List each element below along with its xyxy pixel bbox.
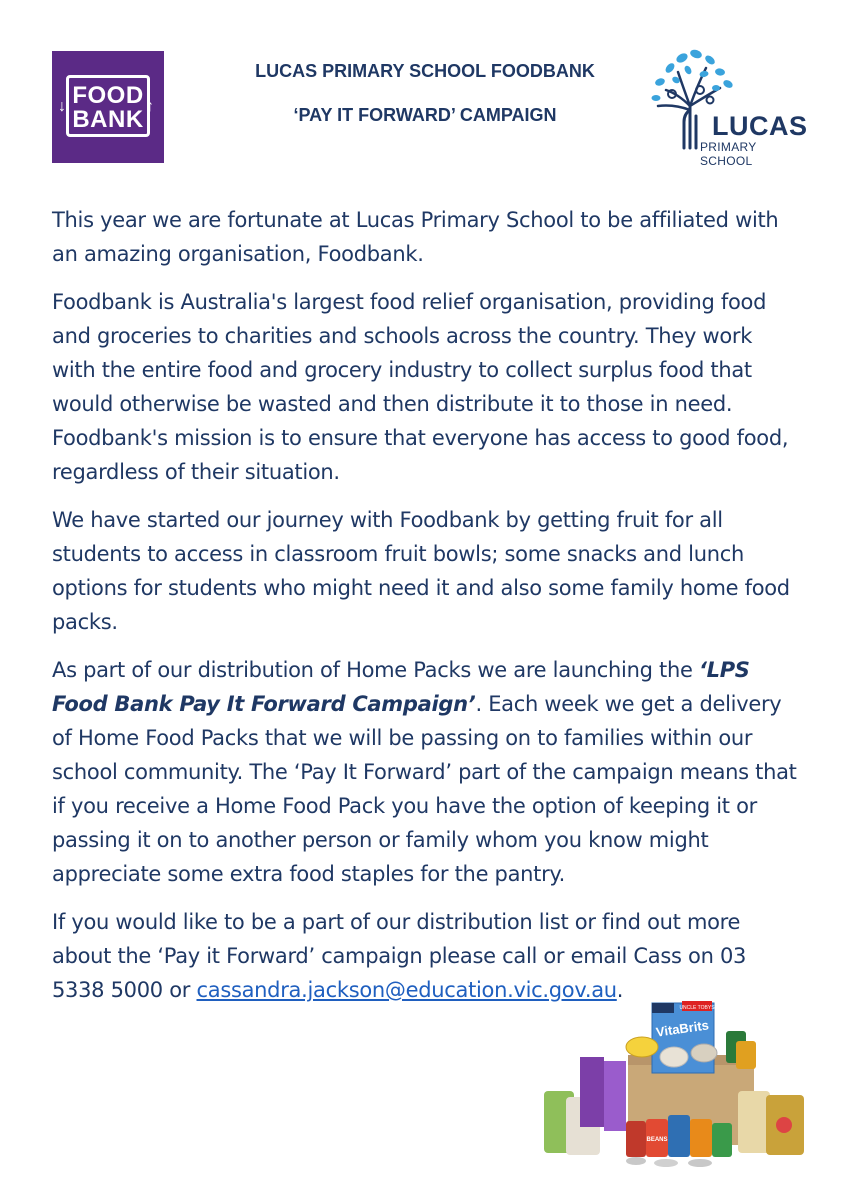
paragraph-intro: This year we are fortunate at Lucas Primary School to be affiliated with an amazing organisation, Foodbank. bbox=[52, 208, 779, 266]
arrow-up-icon: ↑ bbox=[146, 98, 154, 115]
foodbank-logo bbox=[52, 51, 164, 163]
logo-word-bank: BANK bbox=[72, 106, 144, 133]
contact-text-end: . bbox=[616, 978, 624, 1002]
can-label: BEANS bbox=[646, 1137, 668, 1143]
page-subtitle: ‘PAY IT FORWARD’ CAMPAIGN bbox=[293, 105, 557, 125]
food-pack-illustration bbox=[540, 995, 810, 1170]
arrow-down-icon: ↓ bbox=[58, 98, 66, 115]
contact-text: If you would like to be a part of our distribution list or find out more about the ‘Pay it Forward’ campaign please call or email Cass on 03 5338 5000 or bbox=[52, 910, 747, 1002]
paragraph-about-foodbank: Foodbank is Australia's largest food relief organisation, providing food and groceries to charities and schools across the country. They work with the entire food and grocery industry to collect surplus food that would otherwise be wasted and then distribute it to those in need. Foodbank's mission is to ensure that everyone has access to good food, regardless of their situation. bbox=[52, 290, 789, 484]
school-subtitle: PRIMARY SCHOOL bbox=[700, 140, 757, 168]
school-name: LUCAS bbox=[712, 111, 808, 141]
paragraph-contact bbox=[52, 905, 800, 1007]
campaign-name: ‘LPS Food Bank Pay It Forward Campaign’ bbox=[52, 658, 750, 716]
paragraph-campaign bbox=[52, 653, 800, 891]
paragraph-journey: We have started our journey with Foodbank by getting fruit for all students to access in classroom fruit bowls; some snacks and lunch options for students who might need it and also some family home food packs. bbox=[52, 508, 790, 634]
logo-word-food: FOOD bbox=[72, 82, 144, 109]
campaign-text-start: As part of our distribution of Home Packs we are launching the bbox=[52, 658, 699, 682]
cereal-brand: VitaBrits bbox=[654, 1017, 710, 1040]
lucas-school-logo bbox=[648, 44, 808, 168]
cereal-badge: UNCLE TOBYS bbox=[679, 1005, 715, 1011]
header-titles bbox=[200, 56, 650, 126]
letter-body bbox=[52, 203, 800, 1021]
page-title: LUCAS PRIMARY SCHOOL FOODBANK bbox=[255, 61, 595, 81]
campaign-text-end: . Each week we get a delivery of Home Food Packs that we will be passing on to families within our school community. The ‘Pay It Forward’ part of the campaign means that if you receive a Home Food Pack you have the option of keeping it or passing it on to another person or family whom you know might appreciate some extra food staples for the pantry. bbox=[52, 692, 797, 886]
email-link[interactable]: cassandra.jackson@education.vic.gov.au bbox=[196, 978, 617, 1002]
